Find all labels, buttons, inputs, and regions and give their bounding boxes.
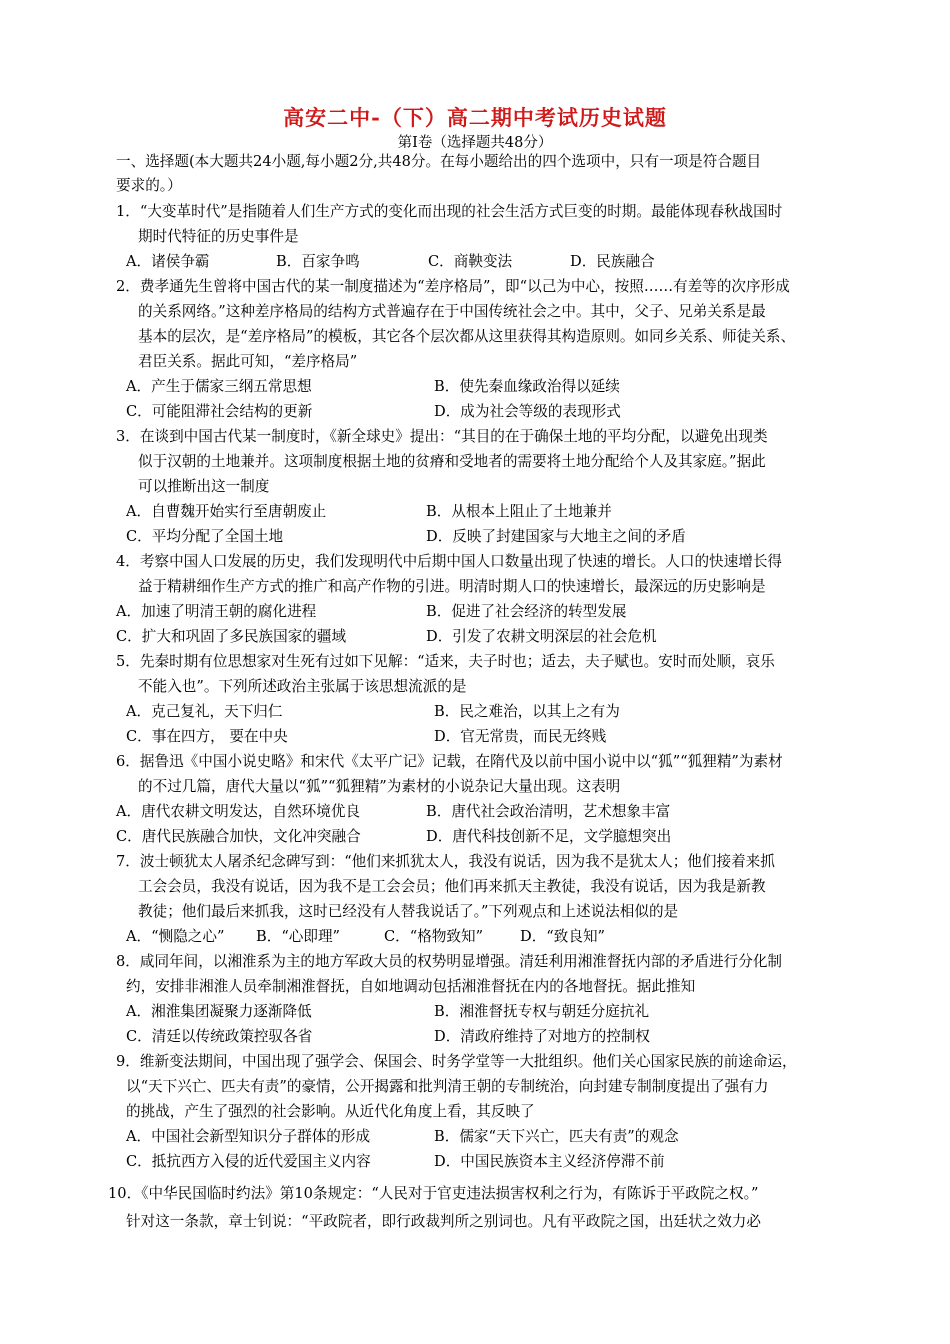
question-1-option-d: D．民族融合: [570, 253, 655, 270]
question-7-stem: 教徒；他们最后来抓我，这时已经没有人替我说话了。”下列观点和上述说法相似的是: [138, 903, 679, 920]
question-6-option-a: A．唐代农耕文明发达，自然环境优良: [116, 803, 361, 820]
question-9-option-a: A．中国社会新型知识分子群体的形成: [126, 1128, 371, 1145]
question-7-option-d: D．“致良知”: [520, 928, 605, 945]
question-3-option-c: C．平均分配了全国土地: [126, 528, 284, 545]
question-4-option-d: D．引发了农耕文明深层的社会危机: [426, 628, 657, 645]
question-5-option-b: B．民之难治，以其上之有为: [434, 703, 620, 720]
question-9-option-b: B．儒家“天下兴亡，匹夫有责”的观念: [434, 1128, 679, 1145]
question-6-option-c: C．唐代民族融合加快，文化冲突融合: [116, 828, 361, 845]
exam-title: 高安二中-（下）高二期中考试历史试题: [283, 105, 667, 130]
question-7-stem: 工会会员，我没有说话，因为我不是工会会员；他们再来抓天主教徒，我没有说话，因为我是新教: [138, 878, 766, 895]
question-6-stem: 6．据鲁迅《中国小说史略》和宋代《太平广记》记载，在隋代及以前中国小说中以“狐”“狐狸精”为素材: [116, 753, 783, 770]
question-4-stem: 益于精耕细作生产方式的推广和高产作物的引进。明清时期人口的快速增长，最深远的历史影响是: [138, 578, 766, 595]
question-8-option-b: B．湘淮督抚专权与朝廷分庭抗礼: [434, 1003, 650, 1020]
question-2-option-b: B．使先秦血缘政治得以延续: [434, 378, 620, 395]
question-4-option-a: A．加速了明清王朝的腐化进程: [116, 603, 317, 620]
question-2-option-c: C．可能阻滞社会结构的更新: [126, 403, 313, 420]
question-3-option-b: B．从根本上阻止了土地兼并: [426, 503, 612, 520]
question-3-option-a: A．自曹魏开始实行至唐朝废止: [126, 503, 327, 520]
question-10-stem: 10．《中华民国临时约法》第10条规定：“人民对于官吏违法损害权利之行为，有陈诉于平政院之权。”: [108, 1185, 759, 1202]
question-8-option-a: A．湘淮集团凝聚力逐渐降低: [126, 1003, 312, 1020]
question-6-option-d: D．唐代科技创新不足，文学臆想突出: [426, 828, 672, 845]
question-5-option-d: D．官无常贵，而民无终贱: [434, 728, 607, 745]
question-3-option-d: D．反映了封建国家与大地主之间的矛盾: [426, 528, 686, 545]
question-9-stem: 的挑战，产生了强烈的社会影响。从近代化角度上看，其反映了: [126, 1103, 535, 1120]
question-9-stem: 以“天下兴亡、匹夫有责”的豪情，公开揭露和批判清王朝的专制统治，向封建专制制度提出了强有力: [126, 1078, 769, 1095]
question-5-stem: 5．先秦时期有位思想家对生死有过如下见解：“适来，夫子时也；适去，夫子赋也。安时而处顺，哀乐: [116, 653, 775, 670]
question-2-stem: 君臣关系。据此可知，“差序格局”: [138, 353, 358, 370]
question-8-option-d: D．清政府维持了对地方的控制权: [434, 1028, 651, 1045]
question-2-option-a: A．产生于儒家三纲五常思想: [126, 378, 312, 395]
question-2-stem: 基本的层次，是“差序格局”的模板，其它各个层次都从这里获得其构造原则。如同乡关系、师徒关系、: [138, 328, 796, 345]
question-5-option-c: C．事在四方， 要在中央: [126, 728, 288, 745]
question-8-option-c: C．清廷以传统政策控驭各省: [126, 1028, 313, 1045]
question-6-option-b: B．唐代社会政治清明，艺术想象丰富: [426, 803, 671, 820]
question-1-option-a: A．诸侯争霸: [126, 253, 210, 270]
question-5-option-a: A．克己复礼，天下归仁: [126, 703, 283, 720]
question-9-stem: 9．维新变法期间，中国出现了强学会、保国会、时务学堂等一大批组织。他们关心国家民族的前途命运，: [116, 1053, 797, 1070]
question-4-option-c: C．扩大和巩固了多民族国家的疆域: [116, 628, 347, 645]
instructions-line: 一、选择题(本大题共24小题,每小题2分,共48分。在每小题给出的四个选项中，只有一项是符合题目: [116, 153, 762, 170]
question-2-stem: 的关系网络。”这种差序格局的结构方式普遍存在于中国传统社会之中。其中，父子、兄弟关系是最: [138, 303, 766, 320]
question-3-stem: 可以推断出这一制度: [138, 478, 270, 495]
question-7-stem: 7．波士顿犹太人屠杀纪念碑写到：“他们来抓犹太人，我没有说话，因为我不是犹太人；他们接着来抓: [116, 853, 775, 870]
question-2-option-d: D．成为社会等级的表现形式: [434, 403, 621, 420]
instructions-line: 要求的。）: [116, 177, 182, 194]
question-1-option-c: C．商鞅变法: [428, 253, 513, 270]
question-1-stem: 1．“大变革时代”是指随着人们生产方式的变化而出现的社会生活方式巨变的时期。最能体现春秋战国时: [116, 203, 783, 220]
question-8-stem: 约，安排非湘淮人员牵制湘淮督抚，自如地调动包括湘淮督抚在内的各地督抚。据此推知: [126, 978, 696, 995]
question-4-option-b: B．促进了社会经济的转型发展: [426, 603, 627, 620]
question-7-option-c: C．“格物致知”: [384, 928, 484, 945]
question-1-option-b: B．百家争鸣: [276, 253, 360, 270]
question-3-stem: 3．在谈到中国古代某一制度时，《新全球史》提出：“其目的在于确保土地的平均分配，以避免出现类: [116, 428, 768, 445]
question-9-option-c: C．抵抗西方入侵的近代爱国主义内容: [126, 1153, 371, 1170]
question-2-stem: 2．费孝通先生曾将中国古代的某一制度描述为“差序格局”，即“以己为中心，按照……有差等的次序形成: [116, 278, 790, 295]
question-4-stem: 4．考察中国人口发展的历史，我们发现明代中后期中国人口数量出现了快速的增长。人口的快速增长得: [116, 553, 783, 570]
section-subtitle: 第Ⅰ卷（选择题共48分）: [397, 135, 553, 151]
question-3-stem: 似于汉朝的土地兼并。这项制度根据土地的贫瘠和受地者的需要将土地分配给个人及其家庭。”据此: [138, 453, 766, 470]
question-9-option-d: D．中国民族资本主义经济停滞不前: [434, 1153, 665, 1170]
question-6-stem: 的不过几篇，唐代大量以“狐”“狐狸精”为素材的小说杂记大量出现。这表明: [138, 778, 621, 795]
question-8-stem: 8．咸同年间，以湘淮系为主的地方军政大员的权势明显增强。清廷利用湘淮督抚内部的矛盾进行分化制: [116, 953, 783, 970]
question-7-option-b: B．“心即理”: [256, 928, 341, 945]
question-10-stem: 针对这一条款，章士钊说：“平政院者，即行政裁判所之别词也。凡有平政院之国，出廷状之效力必: [126, 1213, 761, 1230]
question-1-stem: 期时代特征的历史事件是: [138, 228, 299, 245]
question-5-stem: 不能入也”。下列所述政治主张属于该思想流派的是: [138, 678, 467, 695]
question-7-option-a: A．“恻隐之心”: [126, 928, 225, 945]
